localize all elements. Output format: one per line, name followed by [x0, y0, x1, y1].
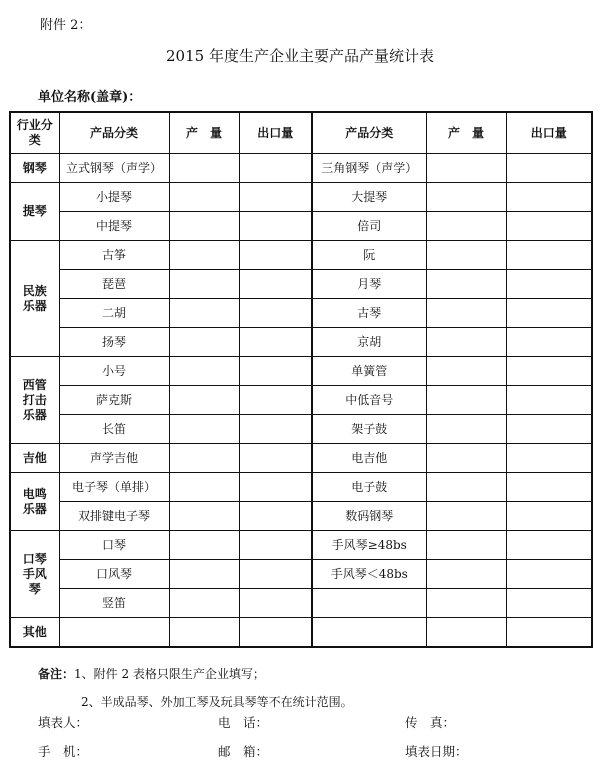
- mobile-field[interactable]: 手 机：: [38, 744, 89, 759]
- output-input-cell[interactable]: [169, 473, 239, 502]
- filler-field[interactable]: 填表人：: [38, 715, 89, 730]
- export-input-cell[interactable]: [506, 560, 592, 589]
- output-input-cell[interactable]: [169, 357, 239, 386]
- export-input-cell[interactable]: [239, 531, 312, 560]
- phone-field[interactable]: 电 话：: [218, 715, 269, 730]
- product-cell: 电子琴（单排）: [59, 473, 169, 502]
- product-cell: 萨克斯: [59, 386, 169, 415]
- export-input-cell[interactable]: [506, 270, 592, 299]
- output-input-cell[interactable]: [169, 444, 239, 473]
- output-input-cell[interactable]: [426, 386, 506, 415]
- product-cell: 古琴: [312, 299, 426, 328]
- output-input-cell[interactable]: [169, 270, 239, 299]
- export-input-cell[interactable]: [239, 473, 312, 502]
- category-cell: 口琴 手风 琴: [10, 531, 59, 618]
- table-row: [10, 183, 592, 212]
- output-input-cell[interactable]: [169, 154, 239, 183]
- product-cell: 口琴: [59, 531, 169, 560]
- table-row: [10, 212, 592, 241]
- export-input-cell[interactable]: [239, 386, 312, 415]
- export-input-cell[interactable]: [239, 415, 312, 444]
- product-cell: 小提琴: [59, 183, 169, 212]
- table-header-row: [10, 112, 592, 154]
- output-input-cell[interactable]: [426, 415, 506, 444]
- export-input-cell[interactable]: [506, 531, 592, 560]
- table-row: [10, 618, 592, 648]
- product-cell: 月琴: [312, 270, 426, 299]
- product-cell: 长笛: [59, 415, 169, 444]
- table-row: [10, 386, 592, 415]
- product-cell: 数码钢琴: [312, 502, 426, 531]
- product-cell: [312, 618, 426, 648]
- output-input-cell[interactable]: [169, 502, 239, 531]
- output-input-cell[interactable]: [169, 531, 239, 560]
- output-input-cell[interactable]: [426, 560, 506, 589]
- export-input-cell[interactable]: [239, 357, 312, 386]
- table-row: [10, 241, 592, 270]
- table-row: [10, 444, 592, 473]
- product-cell: 口风琴: [59, 560, 169, 589]
- output-input-cell[interactable]: [426, 299, 506, 328]
- output-input-cell[interactable]: [426, 270, 506, 299]
- table-row: [10, 154, 592, 183]
- output-input-cell[interactable]: [426, 154, 506, 183]
- product-cell: 古筝: [59, 241, 169, 270]
- note-line-2: 2、半成品琴、外加工琴及玩具琴等不在统计范围。: [81, 695, 353, 709]
- output-input-cell[interactable]: [426, 212, 506, 241]
- export-input-cell[interactable]: [506, 299, 592, 328]
- product-cell: 阮: [312, 241, 426, 270]
- export-input-cell[interactable]: [506, 357, 592, 386]
- output-input-cell[interactable]: [426, 183, 506, 212]
- export-input-cell[interactable]: [506, 502, 592, 531]
- product-cell: 二胡: [59, 299, 169, 328]
- product-cell: 声学吉他: [59, 444, 169, 473]
- header-product-2: 产品分类: [312, 112, 426, 154]
- output-input-cell[interactable]: [169, 212, 239, 241]
- output-input-cell[interactable]: [426, 241, 506, 270]
- output-input-cell[interactable]: [169, 183, 239, 212]
- export-input-cell[interactable]: [506, 154, 592, 183]
- product-cell: 电吉他: [312, 444, 426, 473]
- category-cell: 民族 乐器: [10, 241, 59, 357]
- category-cell: 提琴: [10, 183, 59, 241]
- export-input-cell[interactable]: [506, 589, 592, 618]
- product-cell: 手风琴≥48bs: [312, 531, 426, 560]
- table-row: [10, 415, 592, 444]
- category-cell: 电鸣 乐器: [10, 473, 59, 531]
- category-cell: 钢琴: [10, 154, 59, 183]
- table-row: [10, 299, 592, 328]
- table-row: [10, 357, 592, 386]
- product-cell: 京胡: [312, 328, 426, 357]
- output-input-cell[interactable]: [169, 560, 239, 589]
- product-cell: 电子鼓: [312, 473, 426, 502]
- header-output-2: 产 量: [426, 112, 506, 154]
- product-cell: 中提琴: [59, 212, 169, 241]
- table-row: [10, 270, 592, 299]
- product-cell: 三角钢琴（声学）: [312, 154, 426, 183]
- table-row: [10, 589, 592, 618]
- page-title: 2015 年度生产企业主要产品产量统计表: [166, 47, 434, 65]
- product-cell: 小号: [59, 357, 169, 386]
- product-cell: 扬琴: [59, 328, 169, 357]
- export-input-cell[interactable]: [239, 589, 312, 618]
- export-input-cell[interactable]: [506, 386, 592, 415]
- unit-name-label: 单位名称(盖章)：: [38, 90, 142, 105]
- header-export-2: 出口量: [506, 112, 592, 154]
- output-input-cell[interactable]: [426, 502, 506, 531]
- output-input-cell[interactable]: [169, 299, 239, 328]
- date-field[interactable]: 填表日期：: [405, 744, 468, 759]
- notes-label: 备注：: [38, 667, 75, 681]
- output-input-cell[interactable]: [169, 386, 239, 415]
- header-product: 产品分类: [59, 112, 169, 154]
- export-input-cell[interactable]: [239, 560, 312, 589]
- email-field[interactable]: 邮 箱：: [218, 744, 269, 759]
- export-input-cell[interactable]: [239, 444, 312, 473]
- export-input-cell[interactable]: [506, 618, 592, 648]
- export-input-cell[interactable]: [506, 183, 592, 212]
- product-cell: 竖笛: [59, 589, 169, 618]
- output-input-cell[interactable]: [169, 328, 239, 357]
- header-export: 出口量: [239, 112, 312, 154]
- export-input-cell[interactable]: [506, 212, 592, 241]
- table-row: [10, 531, 592, 560]
- table-row: [10, 560, 592, 589]
- product-cell: 手风琴＜48bs: [312, 560, 426, 589]
- category-cell: 吉他: [10, 444, 59, 473]
- export-input-cell[interactable]: [239, 270, 312, 299]
- product-cell: 琵琶: [59, 270, 169, 299]
- export-input-cell[interactable]: [239, 183, 312, 212]
- output-input-cell[interactable]: [426, 357, 506, 386]
- output-input-cell[interactable]: [426, 473, 506, 502]
- product-cell: 双排键电子琴: [59, 502, 169, 531]
- product-cell: 立式钢琴（声学）: [59, 154, 169, 183]
- export-input-cell[interactable]: [506, 415, 592, 444]
- header-industry: 行业分类: [10, 112, 59, 154]
- notes: [38, 660, 353, 716]
- output-input-cell[interactable]: [169, 589, 239, 618]
- fax-field[interactable]: 传 真：: [405, 715, 456, 730]
- category-cell: 西管 打击 乐器: [10, 357, 59, 444]
- export-input-cell[interactable]: [239, 618, 312, 648]
- export-input-cell[interactable]: [239, 299, 312, 328]
- output-input-cell[interactable]: [169, 618, 239, 648]
- product-cell: 倍司: [312, 212, 426, 241]
- statistics-table: [9, 111, 593, 648]
- export-input-cell[interactable]: [506, 241, 592, 270]
- attachment-label: 附件 2：: [40, 18, 92, 33]
- output-input-cell[interactable]: [169, 241, 239, 270]
- table-row: [10, 473, 592, 502]
- output-input-cell[interactable]: [426, 444, 506, 473]
- table-row: [10, 328, 592, 357]
- product-cell: 单簧管: [312, 357, 426, 386]
- note-line-1: 1、附件 2 表格只限生产企业填写；: [74, 667, 265, 681]
- product-cell: 大提琴: [312, 183, 426, 212]
- header-output: 产 量: [169, 112, 239, 154]
- product-cell: [59, 618, 169, 648]
- product-cell: [312, 589, 426, 618]
- export-input-cell[interactable]: [239, 241, 312, 270]
- export-input-cell[interactable]: [506, 328, 592, 357]
- output-input-cell[interactable]: [426, 328, 506, 357]
- export-input-cell[interactable]: [239, 502, 312, 531]
- table-row: [10, 502, 592, 531]
- product-cell: 架子鼓: [312, 415, 426, 444]
- export-input-cell[interactable]: [506, 444, 592, 473]
- product-cell: 中低音号: [312, 386, 426, 415]
- output-input-cell[interactable]: [426, 618, 506, 648]
- export-input-cell[interactable]: [239, 212, 312, 241]
- category-cell: 其他: [10, 618, 59, 648]
- output-input-cell[interactable]: [426, 589, 506, 618]
- output-input-cell[interactable]: [426, 531, 506, 560]
- output-input-cell[interactable]: [169, 415, 239, 444]
- export-input-cell[interactable]: [239, 328, 312, 357]
- export-input-cell[interactable]: [506, 473, 592, 502]
- export-input-cell[interactable]: [239, 154, 312, 183]
